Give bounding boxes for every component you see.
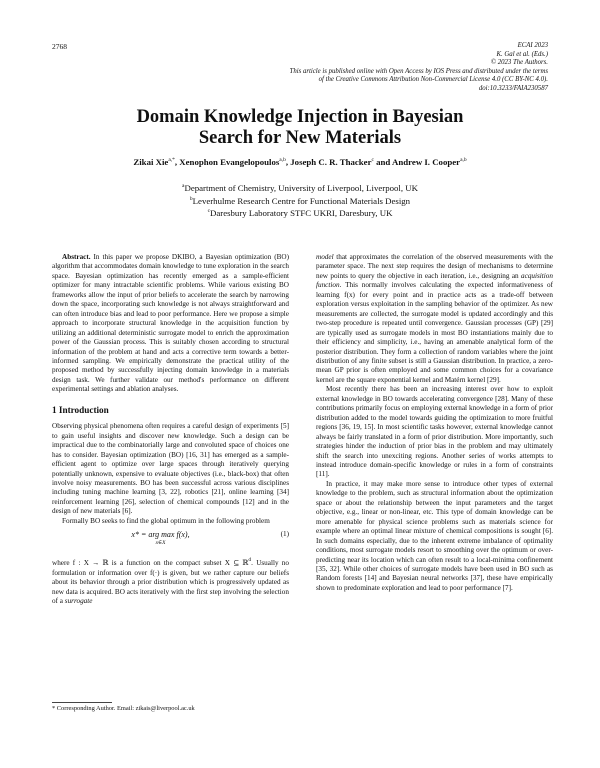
- paper-title: [0, 107, 600, 149]
- paragraph: Observing physical phenomena often requires a careful design of experiments [5] to gain useful insights and discover new knowledge. Such a design can be impractical due to the combinatorially large and convoluted space of choices one has to consider. Bayesian optimization (BO) [16, 31] has emerged as a sample-efficient agent to optimize over large spaces through iteratively querying potentially unknown, expensive to evaluate objectives (i.e., black-box) that often involve noisy measurements. BO has been successful across various disciplines including tuning machine learning [3, 22], robotics [21], online learning [34] reinforcement learning [26], selection of chemical compounds [12] and in the design of new materials [6].: [52, 422, 289, 516]
- affil-mark: a: [182, 183, 185, 189]
- paragraph: Most recently there has been an increasing interest over how to exploit external knowledge in BO towards accelerating convergence [28]. Many of these contributions primarily focus on employing external knowledge in a form of prior distribution added to the model towards guiding the optimization to more fruitful regions [36, 19, 15]. In most scientific tasks however, external knowledge cannot always be fairly translated in a form of prior distribution. More importantly, such strategies hinder the induction of prior bias in the problem and may ultimately shift the search into unexciting regions. Another series of works attempts to instead introduce domain-specific knowledge or rules in a form of constraints [11].: [316, 385, 553, 479]
- left-column: [52, 253, 289, 607]
- affil-text: Daresbury Laboratory STFC UKRI, Daresbury, UK: [210, 208, 393, 218]
- author-affil-mark: a,b: [279, 157, 286, 163]
- section-heading: 1 Introduction: [52, 404, 109, 415]
- meta-line: doi:10.3233/FAIA230587: [478, 84, 548, 92]
- author-affil-mark: c: [371, 157, 374, 163]
- author-separator: and: [373, 157, 393, 167]
- meta-line: This article is published online with Open Access by IOS Press and distributed under the terms: [289, 67, 548, 75]
- publication-metadata: [208, 42, 548, 93]
- paragraph: In practice, it may make more sense to introduce other types of external knowledge to the problem, such as structural information about the optimization space or about the relationship between the input parameters and the target objective, e.g., linear or non-linear, etc. This type of domain knowledge can be more amenable for physical science problems such as materials science for example where an optimal linear mixture of chemical compositions is sought [6]. In such domains especially, due to the inherent extreme imbalance of optimality conditions, most surrogate models resort to smoothing over the optimum or over-predicting near its location which can often result to a local-minima confinement [35, 32]. While other choices of surrogate models have been used in BO such as Random forests [14] and Bayesian neural networks [37], these have empirically shown to predominate exploration and lead to poor performance [7].: [316, 479, 553, 592]
- author-name: Andrew I. Cooper: [392, 157, 461, 167]
- meta-line: ECAI 2023: [517, 42, 548, 49]
- footnote-rule: [52, 702, 112, 703]
- affiliations: [0, 181, 600, 219]
- footnote: * Corresponding Author. Email: zikais@liverpool.ac.uk: [52, 705, 195, 712]
- author-affil-mark: a,b: [460, 157, 467, 163]
- equation-body: [52, 530, 269, 546]
- affil-text: Leverhulme Research Centre for Functional Materials Design: [192, 195, 411, 206]
- author-name: Xenophon Evangelopoulos: [179, 157, 280, 167]
- emphasis: acquisition function: [316, 271, 553, 290]
- author-list: [0, 157, 600, 167]
- equation-number: (1): [280, 530, 289, 539]
- title-line: Search for New Materials: [198, 128, 402, 148]
- equation-expression: x* = arg max f(x),: [131, 530, 190, 540]
- emphasis: model: [316, 253, 334, 261]
- equation-subscript: x∈X: [155, 540, 166, 547]
- abstract: [52, 253, 289, 395]
- author-affil-mark: a,*: [168, 157, 175, 163]
- page-number: 2768: [52, 42, 67, 51]
- author-separator: ,: [285, 157, 291, 167]
- paragraph: [52, 556, 289, 606]
- author-separator: ,: [174, 157, 180, 167]
- affiliation: [0, 194, 600, 207]
- meta-line: © 2023 The Authors.: [490, 59, 548, 66]
- meta-line: K. Gal et al. (Eds.): [496, 50, 548, 58]
- text-run: that approximates the correlation of the observed measurements with the parameter space. The next step requires the design of mechanisms to determine new points to query the objective in each iteration, i.e., designing an: [316, 253, 553, 280]
- author-name: Joseph C. R. Thacker: [290, 157, 372, 167]
- affil-text: Department of Chemistry, University of Liverpool, Liverpool, UK: [184, 183, 418, 193]
- meta-line: of the Creative Commons Attribution Non-Commercial License 4.0 (CC BY-NC 4.0).: [318, 76, 548, 83]
- abstract-text: In this paper we propose DKIBO, a Bayesian optimization (BO) algorithm that accommodates domain knowledge to tune exploration in the search space. Bayesian optimization has recently emerged as a sample-efficient optimizer for many intractable scientific problems. While various existing BO frameworks allow the input of prior beliefs to accelerate the search by narrowing down the space, incorporating such knowledge is not always straightforward and can often introduce bias and lead to poor performance. Here we propose a simple approach to incorporate structural knowledge in the acquisition function by utilizing an additional deterministic surrogate model to enrich the approximation power of the Gaussian process. This is suitably chosen according to structural information of the problem at hand and acts a corrective term towards a better-informed sampling. We empirically demonstrate the practical utility of the proposed method by successfully injecting domain knowledge in a materials design task. We further validate our method's performance on different experimental settings and ablation analyses.: [52, 253, 289, 394]
- text-run: . This normally involves calculating the expected informativeness of learning f(x) for every point and in practice acts as a trade-off between exploration versus exploitation in the sampling behavior of the optimizer. As new measurements are collected, the surrogate model is updated accordingly and this two-step procedure is repeated until convergence. Gaussian processes (GP) [29] are typically used as surrogate models in most BO instantiations mainly due to their efficiency and simplicity, i.e., having an amenable analytical form of the posterior distribution. They form a collection of random variables where the joint distribution of any finite subset is still a Gaussian distribution. In practice, a zero-mean GP prior is often employed and some common choices for a covariance kernel are the square exponential kernel and Matérn kernel [29].: [316, 281, 553, 384]
- affiliation: [0, 206, 600, 219]
- text-run: where f : X → ℝ is a function on the compact subset X ⊆ ℝ: [52, 559, 249, 568]
- right-column: [316, 253, 553, 593]
- affil-mark: b: [189, 195, 193, 202]
- text-run: . Usually no formulation or information over f(·) is given, but we rather capture our beliefs about its behavior through a prior distribution which is progressively updated as new data is acquired. BO acts iteratively with the first step involving the selection of a: [52, 559, 289, 606]
- title-line: Domain Knowledge Injection in Bayesian: [136, 107, 464, 127]
- abstract-label: Abstract.: [62, 253, 91, 261]
- paragraph: [316, 253, 553, 385]
- paragraph: Formally BO seeks to find the global optimum in the following problem: [62, 516, 270, 525]
- emphasis: surrogate: [64, 597, 93, 606]
- author-name: Zikai Xie: [133, 157, 169, 167]
- superscript: d: [248, 557, 252, 564]
- affil-mark: c: [207, 208, 211, 214]
- affiliation: [0, 181, 600, 194]
- equation-1: [52, 530, 289, 553]
